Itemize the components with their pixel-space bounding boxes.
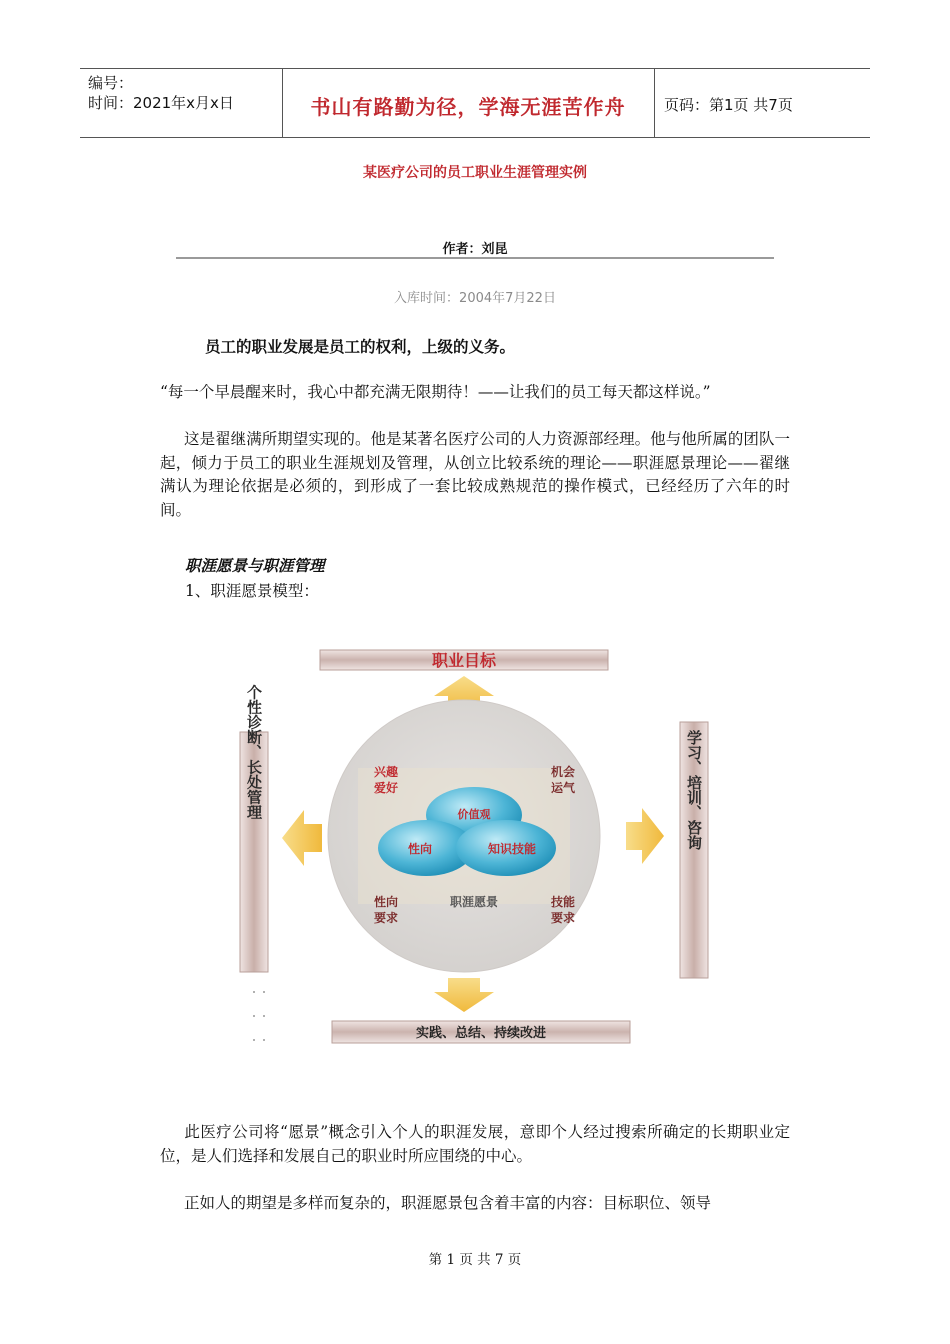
arrow-down-icon bbox=[434, 978, 494, 1012]
article-author: 作者：刘昆 bbox=[442, 242, 508, 257]
header-meta bbox=[88, 73, 234, 113]
list-item-1: 1、职涯愿景模型： bbox=[185, 582, 319, 600]
arrow-left-icon bbox=[282, 810, 322, 866]
circle-aptitude-label: 性向 bbox=[407, 842, 433, 856]
page-footer: 第 1 页 共 7 页 bbox=[428, 1252, 522, 1268]
corner-tl-line2: 爱好 bbox=[373, 781, 399, 795]
author-rule bbox=[176, 257, 774, 259]
header-motto: 书山有路勤为径，学海无涯苦作舟 bbox=[310, 95, 626, 119]
top-bar-label: 职业目标 bbox=[431, 651, 497, 670]
corner-tl-line1: 兴趣 bbox=[373, 765, 399, 779]
corner-bl-line2: 要求 bbox=[373, 911, 399, 925]
career-vision-model bbox=[236, 640, 716, 1050]
bottom-bar bbox=[332, 1021, 630, 1043]
right-bar-label: 学习、培训、咨询 bbox=[685, 730, 703, 850]
number-label: 编号： bbox=[88, 74, 134, 92]
top-bar bbox=[320, 650, 608, 670]
header-table bbox=[80, 68, 870, 138]
bottom-bar-label: 实践、总结、持续改进 bbox=[415, 1026, 547, 1041]
section-heading: 职涯愿景与职涯管理 bbox=[185, 556, 325, 575]
corner-br-line1: 技能 bbox=[550, 895, 576, 909]
paragraph-2-text: 此医疗公司将“愿景”概念引入个人的职涯发展，意即个人经过搜索所确定的长期职业定位，是人们选择和发展自己的职业时所应围绕的中心。 bbox=[160, 1123, 790, 1165]
left-bar-label: 个性诊断、长处管理 bbox=[245, 684, 263, 820]
article-title: 某医疗公司的员工职业生涯管理实例 bbox=[363, 165, 587, 181]
header-divider bbox=[654, 69, 655, 137]
right-bar bbox=[680, 722, 708, 978]
paragraph-1 bbox=[160, 428, 790, 522]
paragraph-1-text: 这是翟继满所期望实现的。他是某著名医疗公司的人力资源部经理。他与他所属的团队一起，倾力于员工的职业生涯规划及管理，从创立比较系统的理论——职涯愿景理论——翟继满认为理论依据是必须的，到形成了一套比较成熟规范的操作模式，已经经历了六年的时间。 bbox=[160, 430, 790, 519]
article-date: 入库时间：2004年7月22日 bbox=[394, 291, 556, 306]
corner-tr-line2: 运气 bbox=[550, 781, 576, 795]
paragraph-3 bbox=[160, 1192, 790, 1216]
paragraph-2 bbox=[160, 1121, 790, 1168]
corner-bl-line1: 性向 bbox=[373, 895, 399, 909]
corner-br-line2: 要求 bbox=[550, 911, 576, 925]
center-vision-label: 职涯愿景 bbox=[449, 895, 499, 909]
arrow-right-icon bbox=[626, 808, 664, 864]
header-page-info: 页码：第1页 共7页 bbox=[664, 96, 793, 114]
quote-paragraph bbox=[160, 381, 790, 405]
decor-dots bbox=[253, 991, 265, 1041]
career-vision-diagram bbox=[236, 640, 716, 1050]
left-bar bbox=[240, 684, 268, 972]
corner-tr-line1: 机会 bbox=[550, 765, 576, 779]
paragraph-3-text: 正如人的期望是多样而复杂的，职涯愿景包含着丰富的内容：目标职位、领导 bbox=[184, 1194, 712, 1212]
time-label: 时间：2021年x月x日 bbox=[88, 94, 234, 112]
circle-values-label: 价值观 bbox=[457, 808, 491, 821]
quote-text: “每一个早晨醒来时，我心中都充满无限期待！——让我们的员工每天都这样说。” bbox=[160, 383, 711, 401]
circle-knowledge-label: 知识技能 bbox=[487, 842, 537, 856]
lead-sentence: 员工的职业发展是员工的权利，上级的义务。 bbox=[205, 338, 516, 356]
